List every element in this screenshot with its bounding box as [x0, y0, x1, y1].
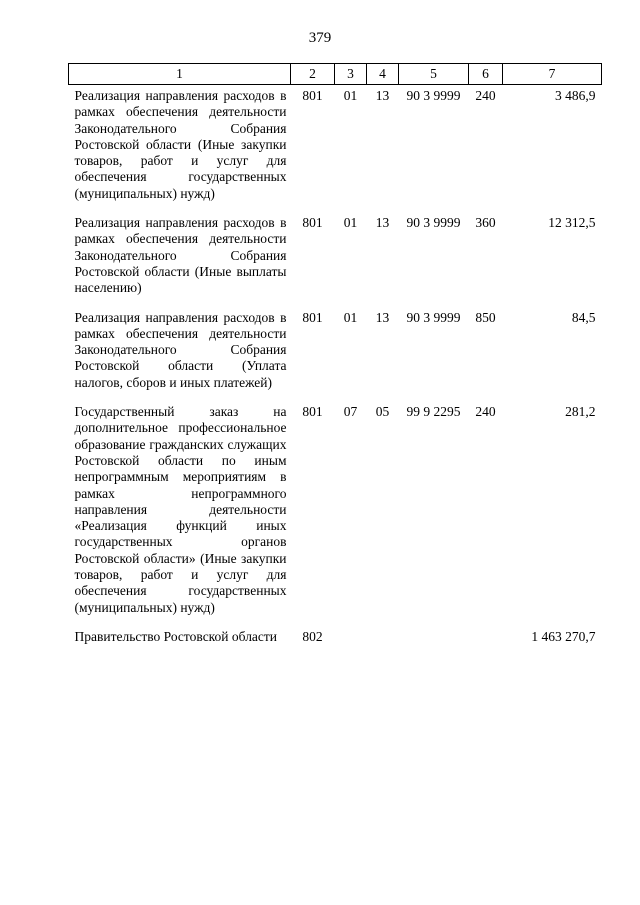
- row-ministry-code: 801: [302, 88, 323, 103]
- header-col-7: 7: [503, 64, 602, 85]
- header-col-3: 3: [335, 64, 367, 85]
- table-row: [69, 401, 602, 626]
- row-amount: 84,5: [571, 309, 596, 325]
- table-row: [69, 626, 602, 655]
- row-ministry-code: 801: [302, 215, 323, 231]
- table-row: [69, 212, 602, 306]
- row-target-article: 90 3 9999: [406, 215, 461, 231]
- table-row: [69, 307, 602, 401]
- row-target-article: [399, 626, 469, 655]
- row-name: Реализация направления расходов в рамках обеспечения деятельности Законодательного Собрания Ростовской области (Иные закупки товаров, работ и услуг для обеспечения государственных (муниципальных) нужд): [74, 88, 287, 201]
- row-section: [335, 626, 367, 655]
- row-expense-type: 850: [475, 309, 496, 325]
- row-expense-type: 360: [475, 215, 496, 231]
- row-target-article: 99 9 2295: [406, 404, 461, 420]
- row-subsection: 13: [375, 309, 390, 325]
- header-col-1: 1: [69, 64, 291, 85]
- row-expense-type: 240: [475, 404, 496, 420]
- header-col-5: 5: [399, 64, 469, 85]
- row-subsection: 13: [375, 88, 390, 103]
- header-col-2: 2: [291, 64, 335, 85]
- table-header-row: [69, 64, 602, 85]
- row-target-article: 90 3 9999: [406, 309, 461, 325]
- budget-table: [68, 63, 602, 655]
- row-name: Реализация направления расходов в рамках обеспечения деятельности Законодательного Собрания Ростовской области (Иные выплаты населению): [74, 215, 287, 296]
- row-section: 01: [343, 88, 358, 103]
- row-name: Правительство Ростовской области: [74, 628, 278, 644]
- row-target-article: 90 3 9999: [406, 88, 461, 103]
- row-ministry-code: 802: [302, 628, 323, 644]
- row-subsection: [367, 626, 399, 655]
- page-number: 379: [308, 30, 332, 46]
- row-expense-type: 240: [475, 88, 496, 103]
- row-amount: 281,2: [565, 404, 596, 420]
- row-section: 01: [343, 309, 358, 325]
- row-amount: 3 486,9: [555, 88, 596, 103]
- row-subsection: 13: [375, 215, 390, 231]
- table-row: [69, 85, 602, 213]
- row-amount: 1 463 270,7: [531, 628, 596, 644]
- header-col-4: 4: [367, 64, 399, 85]
- row-subsection: 05: [375, 404, 390, 420]
- row-name: Реализация направления расходов в рамках обеспечения деятельности Законодательного Собрания Ростовской области (Уплата налогов, сборов и иных платежей): [74, 309, 287, 390]
- row-section: 07: [343, 404, 358, 420]
- header-col-6: 6: [469, 64, 503, 85]
- row-ministry-code: 801: [302, 309, 323, 325]
- row-ministry-code: 801: [302, 404, 323, 420]
- row-name: Государственный заказ на дополнительное профессиональное образование гражданских служащих Ростовской области по иным непрограммным мероприятиям в рамках непрограммного направления деятельности «Реализация функций иных государственных органов Ростовской области» (Иные закупки товаров, работ и услуг для обеспечения государственных (муниципальных) нужд): [74, 404, 287, 615]
- row-expense-type: [469, 626, 503, 655]
- row-amount: 12 312,5: [548, 215, 596, 231]
- row-section: 01: [343, 215, 358, 231]
